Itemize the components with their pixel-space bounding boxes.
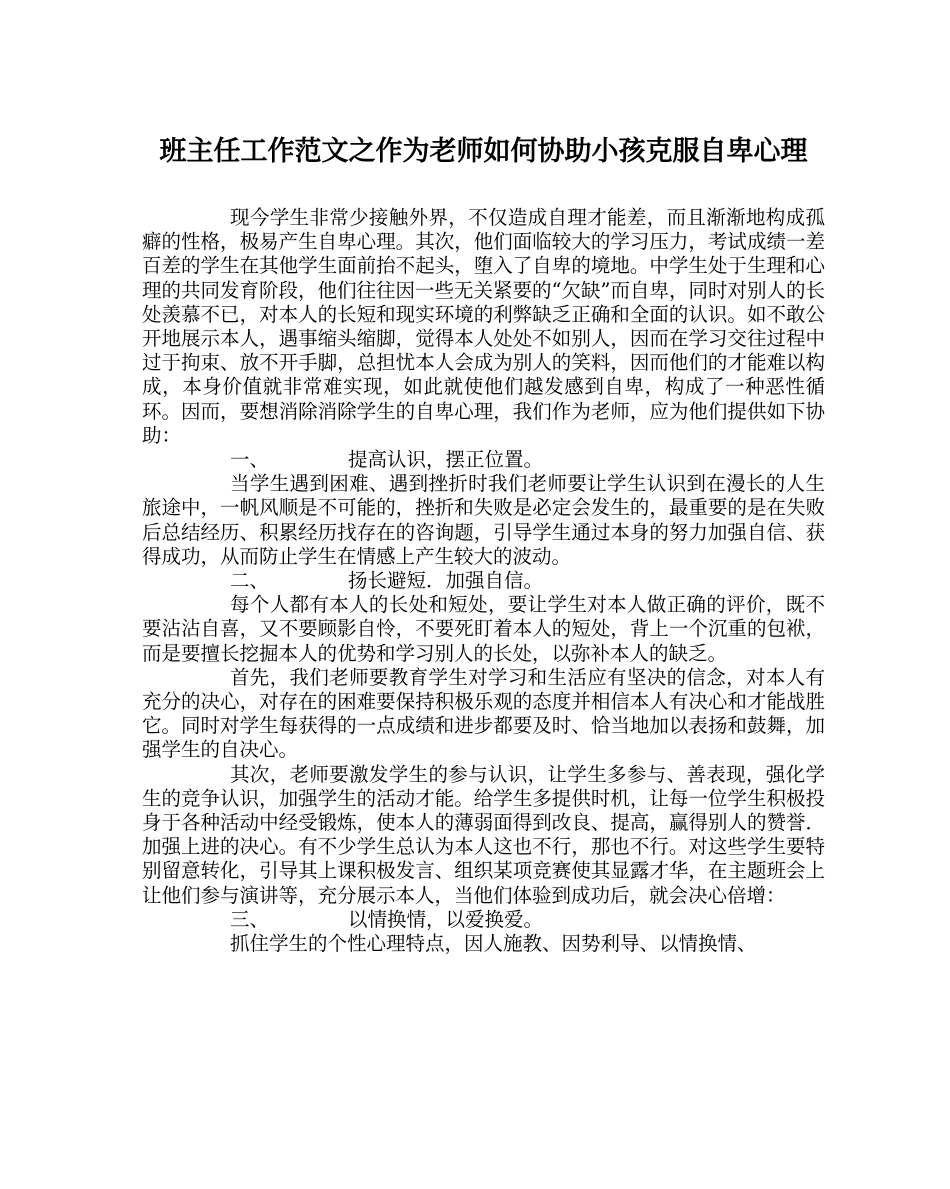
section-heading — [142, 448, 825, 472]
paragraph: 现今学生非常少接触外界，不仅造成自理才能差，而且渐渐地构成孤癖的性格，极易产生自卑心理。其次，他们面临较大的学习压力，考试成绩一差百差的学生在其他学生面前抬不起头，堕入了自卑的境地。中学生处于生理和心理的共同发育阶段，他们往往因一些无关紧要的“欠缺”而自卑，同时对别人的长处羡慕不已，对本人的长短和现实环境的利弊缺乏正确和全面的认识。如不敢公开地展示本人，遇事缩头缩脚，觉得本人处处不如别人，因而在学习交往过程中过于拘束、放不开手脚，总担忧本人会成为别人的笑料，因而他们的才能难以构成，本身价值就非常难实现，如此就使他们越发感到自卑，构成了一种恶性循环。因而，要想消除消除学生的自卑心理，我们作为老师，应为他们提供如下协助： — [142, 206, 825, 447]
section-heading — [142, 908, 825, 932]
paragraph: 每个人都有本人的长处和短处，要让学生对本人做正确的评价，既不要沾沾自喜，又不要顾影自怜，不要死盯着本人的短处，背上一个沉重的包袱，而是要擅长挖掘本人的优势和学习别人的长处，以弥补本人的缺乏。 — [142, 593, 825, 665]
paragraph: 首先，我们老师要教育学生对学习和生活应有坚决的信念，对本人有充分的决心，对存在的困难要保持积极乐观的态度并相信本人有决心和才能战胜它。同时对学生每获得的一点成绩和进步都要及时、恰当地加以表扬和鼓舞，加强学生的自决心。 — [142, 665, 825, 762]
section-heading — [142, 569, 825, 593]
paragraph: 其次，老师要激发学生的参与认识，让学生多参与、善表现，强化学生的竞争认识，加强学生的活动才能。给学生多提供时机，让每一位学生积极投身于各种活动中经受锻炼，使本人的薄弱面得到改良、提高，赢得别人的赞誉．加强上进的决心。有不少学生总认为本人这也不行，那也不行。对这些学生要特别留意转化，引导其上课积极发言、组织某项竞赛使其显露才华，在主题班会上让他们参与演讲等，充分展示本人，当他们体验到成功后，就会决心倍增： — [142, 762, 825, 907]
document-body — [142, 206, 825, 956]
section-heading-text: 提高认识，摆正位置。 — [348, 448, 544, 472]
section-heading-text: 以情换情，以爱换爱。 — [348, 907, 544, 931]
section-number: 二、 — [230, 569, 270, 593]
document-title: 班主任工作范文之作为老师如何协助小孩克服自卑心理 — [159, 136, 808, 167]
paragraph: 抓住学生的个性心理特点，因人施教、因势利导、以情换情、 — [230, 932, 757, 956]
section-number: 一、 — [230, 448, 270, 472]
section-number: 三、 — [230, 907, 270, 931]
section-heading-text: 扬长避短．加强自信。 — [348, 569, 544, 593]
paragraph: 当学生遇到困难、遇到挫折时我们老师要让学生认识到在漫长的人生旅途中，一帆风顺是不可能的，挫折和失败是必定会发生的，最重要的是在失败后总结经历、积累经历找存在的咨询题，引导学生通过本身的努力加强自信、获得成功，从而防止学生在情感上产生较大的波动。 — [142, 472, 825, 568]
